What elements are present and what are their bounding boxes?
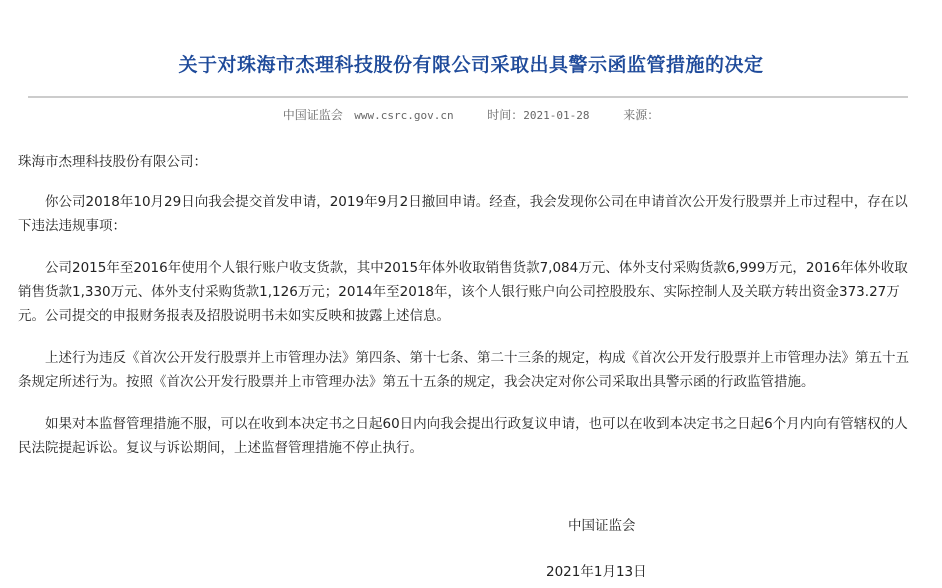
paragraph-2: 公司2015年至2016年使用个人银行账户收支货款，其中2015年体外收取销售货款7,084万元、体外支付采购货款6,999万元，2016年体外收取销售货款1,330万元、体外支付采购货款1,126万元；2014年至2018年，该个人银行账户向公司控股股东、实际控制人及关联方转出资金373.27万元。公司提交的申报财务报表及招股说明书未如实反映和披露上述信息。 xyxy=(18,260,908,324)
paragraph-1: 你公司2018年10月29日向我会提交首发申请，2019年9月2日撤回申请。经查，我会发现你公司在申请首次公开发行股票并上市过程中，存在以下违法违规事项： xyxy=(18,194,908,234)
meta-time-value: 2021-01-28 xyxy=(523,109,590,122)
paragraph-4: 如果对本监督管理措施不服，可以在收到本决定书之日起60日内向我会提出行政复议申请，也可以在收到本决定书之日起6个月内向有管辖权的人民法院提起诉讼。复议与诉讼期间，上述监督管理措施不停止执行。 xyxy=(18,416,908,456)
meta-line xyxy=(0,106,942,123)
meta-time-label: 时间： xyxy=(487,108,524,122)
salutation: 珠海市杰理科技股份有限公司： xyxy=(18,154,207,170)
paragraph-3: 上述行为违反《首次公开发行股票并上市管理办法》第四条、第十七条、第二十三条的规定，构成《首次公开发行股票并上市管理办法》第五十五条规定所述行为。按照《首次公开发行股票并上市管理办法》第五十五条的规定，我会决定对你公司采取出具警示函的行政监管措施。 xyxy=(18,350,909,390)
meta-source-label: 来源： xyxy=(623,108,660,122)
signature: 中国证监会 xyxy=(568,518,636,534)
meta-publisher: 中国证监会 xyxy=(282,108,343,122)
document-body xyxy=(18,150,912,478)
meta-url: www.csrc.gov.cn xyxy=(354,109,454,122)
document-date: 2021年1月13日 xyxy=(546,564,647,580)
document-title: 关于对珠海市杰理科技股份有限公司采取出具警示函监管措施的决定 xyxy=(178,54,764,76)
title-divider xyxy=(28,96,908,98)
